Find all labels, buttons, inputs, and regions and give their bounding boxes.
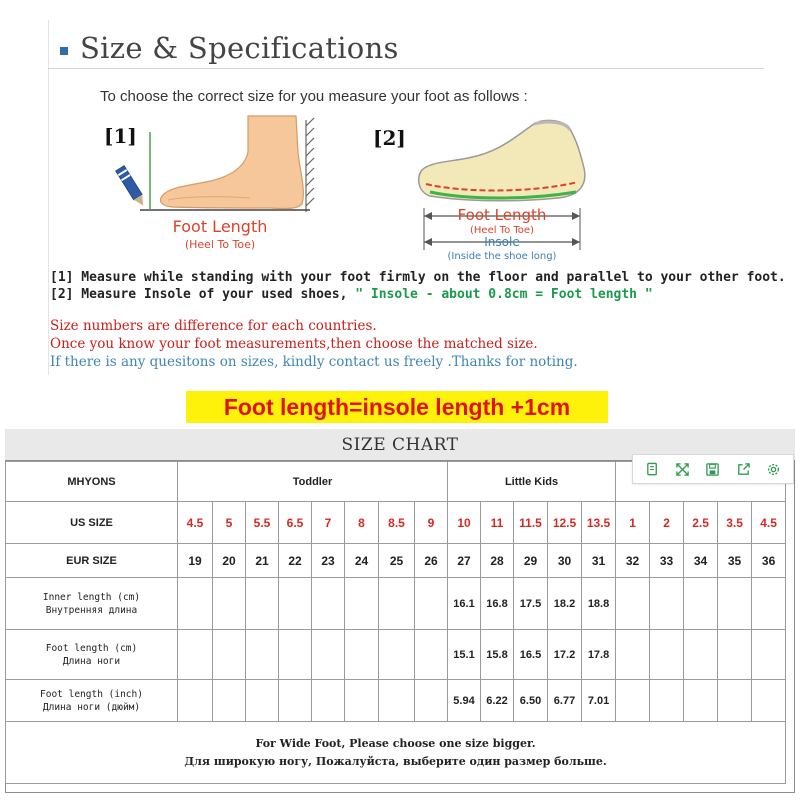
figure2-caption: Foot Length	[457, 206, 547, 224]
measurement-cell	[752, 680, 786, 722]
measurement-cell: 17.8	[582, 630, 616, 680]
measurement-cell: 7.01	[582, 680, 616, 722]
measure-intro-text: To choose the correct size for you measure your foot as follows :	[100, 88, 528, 105]
inner-length-label-ru: Внутренняя длина	[45, 604, 138, 616]
measurement-cell: 17.2	[548, 630, 582, 680]
measurement-cell: 6.77	[548, 680, 582, 722]
eur-size-cell: 29	[514, 544, 548, 578]
measurement-cell	[616, 630, 650, 680]
image-toolbar	[632, 454, 794, 484]
foot-length-cm-label	[6, 630, 178, 680]
measurement-cell: 6.50	[514, 680, 548, 722]
size-table	[5, 461, 786, 784]
measurement-cell	[415, 630, 448, 680]
us-size-cell: 8	[345, 502, 379, 544]
copy-icon	[645, 462, 660, 477]
measurement-cell: 6.22	[481, 680, 514, 722]
measurement-cell	[345, 680, 379, 722]
figure2-label: [2]	[373, 126, 406, 150]
us-size-cell: 2.5	[684, 502, 718, 544]
us-size-cell: 1	[616, 502, 650, 544]
spec-title-row	[60, 28, 399, 68]
save-button[interactable]	[702, 458, 724, 480]
eur-size-cell: 28	[481, 544, 514, 578]
figure2-insole-label: Insole	[484, 235, 520, 249]
us-size-cell: 7	[312, 502, 345, 544]
measurement-cell	[345, 630, 379, 680]
us-size-label: US SIZE	[6, 502, 178, 544]
foot-length-formula-banner: Foot length=insole length +1cm	[186, 391, 608, 423]
measurement-cell	[345, 578, 379, 630]
measurement-cell: 18.8	[582, 578, 616, 630]
us-size-cell: 5.5	[246, 502, 279, 544]
measurement-cell	[718, 578, 752, 630]
eur-size-cell: 20	[213, 544, 246, 578]
foot-length-inch-label	[6, 680, 178, 722]
us-size-cell: 12.5	[548, 502, 582, 544]
share-icon	[736, 462, 751, 477]
measurement-cell: 16.1	[448, 578, 481, 630]
measurement-cell	[213, 680, 246, 722]
us-size-cell: 9	[415, 502, 448, 544]
measurement-cell	[650, 680, 684, 722]
measurement-cell	[415, 578, 448, 630]
measure-note-2	[50, 287, 653, 302]
eur-size-cell: 33	[650, 544, 684, 578]
measurement-cell: 15.1	[448, 630, 481, 680]
measure-note-2-text: [2] Measure Insole of your used shoes,	[50, 287, 356, 302]
measurement-cell	[279, 630, 312, 680]
measurement-cell	[312, 680, 345, 722]
insole-measure-illustration	[408, 112, 598, 264]
measurement-cell	[379, 578, 415, 630]
us-size-cell: 3.5	[718, 502, 752, 544]
us-size-cell: 13.5	[582, 502, 616, 544]
spec-title: Size & Specifications	[80, 31, 399, 65]
us-size-cell: 8.5	[379, 502, 415, 544]
eur-size-row	[6, 544, 786, 578]
measurement-cell	[379, 680, 415, 722]
measurement-cell	[178, 680, 213, 722]
eur-size-cell: 31	[582, 544, 616, 578]
figure1-caption: Foot Length	[172, 217, 268, 236]
measurement-cell	[650, 578, 684, 630]
us-size-cell: 6.5	[279, 502, 312, 544]
eur-size-cell: 23	[312, 544, 345, 578]
eur-size-label: EUR SIZE	[6, 544, 178, 578]
measurement-cell	[616, 680, 650, 722]
us-size-cell: 10	[448, 502, 481, 544]
us-size-cell: 11	[481, 502, 514, 544]
foot-length-inch-label-ru: Длина ноги (дюйм)	[42, 701, 141, 713]
measurement-cell	[213, 630, 246, 680]
wide-foot-note-ru: Для широкую ногу, Пожалуйста, выберите один размер больше.	[184, 754, 607, 768]
expand-button[interactable]	[672, 458, 694, 480]
measurement-cell	[718, 680, 752, 722]
us-size-cell: 4.5	[752, 502, 786, 544]
foot-length-inch-label-en: Foot length (inch)	[40, 688, 143, 700]
eur-size-cell: 36	[752, 544, 786, 578]
measurement-cell	[279, 578, 312, 630]
insole-formula-text: " Insole - about 0.8cm = Foot length "	[355, 287, 653, 302]
eur-size-cell: 26	[415, 544, 448, 578]
measurement-cell	[246, 578, 279, 630]
eur-size-cell: 22	[279, 544, 312, 578]
figure1-subcaption: (Heel To Toe)	[184, 238, 256, 251]
eur-size-cell: 21	[246, 544, 279, 578]
foot-length-inch-row	[6, 680, 786, 722]
save-icon	[705, 462, 720, 477]
wide-foot-footnote	[6, 722, 786, 784]
measurement-cell: 17.5	[514, 578, 548, 630]
measurement-cell	[379, 630, 415, 680]
eur-size-cell: 27	[448, 544, 481, 578]
measurement-cell: 18.2	[548, 578, 582, 630]
measurement-cell	[178, 630, 213, 680]
choose-size-instruction: Once you know your foot measurements,then choose the matched size.	[50, 336, 538, 352]
inner-length-label	[6, 578, 178, 630]
foot-length-cm-label-ru: Длина ноги	[62, 655, 121, 667]
wide-foot-note-en: For Wide Foot, Please choose one size bigger.	[255, 736, 536, 750]
size-difference-warning: Size numbers are difference for each countries.	[50, 318, 377, 334]
us-size-cell: 11.5	[514, 502, 548, 544]
measurement-cell	[246, 680, 279, 722]
settings-button[interactable]	[763, 458, 785, 480]
expand-icon	[675, 462, 690, 477]
eur-size-cell: 30	[548, 544, 582, 578]
eur-size-cell: 25	[379, 544, 415, 578]
eur-size-cell: 34	[684, 544, 718, 578]
us-size-cell: 2	[650, 502, 684, 544]
inner-length-row	[6, 578, 786, 630]
measurement-cell	[312, 630, 345, 680]
measurement-cell	[178, 578, 213, 630]
figure2-subcaption: (Heel To Toe)	[470, 225, 534, 236]
measurement-cell	[616, 578, 650, 630]
figure2-insole-note: (Inside the shoe long)	[447, 251, 557, 262]
eur-size-cell: 32	[616, 544, 650, 578]
settings-icon	[766, 462, 781, 477]
eur-size-cell: 24	[345, 544, 379, 578]
eur-size-cell: 35	[718, 544, 752, 578]
measurement-cell	[684, 578, 718, 630]
measure-note-1: [1] Measure while standing with your foot firmly on the floor and parallel to your other foot.	[50, 270, 786, 285]
measurement-cell	[650, 630, 684, 680]
size-chart-title: SIZE CHART	[341, 434, 459, 455]
measurement-cell	[415, 680, 448, 722]
figure1-label: [1]	[104, 124, 137, 148]
measurement-cell	[684, 630, 718, 680]
brand-cell: MHYONS	[6, 462, 178, 502]
group-little-kids: Little Kids	[448, 462, 616, 502]
us-size-cell: 4.5	[178, 502, 213, 544]
foot-length-cm-row	[6, 630, 786, 680]
measurement-cell	[312, 578, 345, 630]
measurement-cell	[752, 578, 786, 630]
contact-note: If there is any quesitons on sizes, kindly contact us freely .Thanks for noting.	[50, 354, 578, 370]
title-bullet-icon	[60, 47, 68, 55]
share-button[interactable]	[732, 458, 754, 480]
measurement-cell	[752, 630, 786, 680]
title-divider	[48, 68, 764, 69]
us-size-cell: 5	[213, 502, 246, 544]
foot-measure-illustration	[110, 112, 330, 260]
size-specifications-panel	[0, 0, 800, 380]
measurement-cell	[246, 630, 279, 680]
inner-length-label-en: Inner length (cm)	[42, 591, 141, 603]
measurement-cell: 5.94	[448, 680, 481, 722]
eur-size-cell: 19	[178, 544, 213, 578]
footnote-row	[6, 722, 786, 784]
measurement-cell	[279, 680, 312, 722]
measurement-cell	[718, 630, 752, 680]
measurement-cell	[213, 578, 246, 630]
copy-button[interactable]	[641, 458, 663, 480]
measurement-cell: 16.5	[514, 630, 548, 680]
measurement-cell: 16.8	[481, 578, 514, 630]
foot-length-cm-label-en: Foot length (cm)	[45, 642, 138, 654]
measurement-cell: 15.8	[481, 630, 514, 680]
measurement-cell	[684, 680, 718, 722]
group-toddler: Toddler	[178, 462, 448, 502]
us-size-row	[6, 502, 786, 544]
